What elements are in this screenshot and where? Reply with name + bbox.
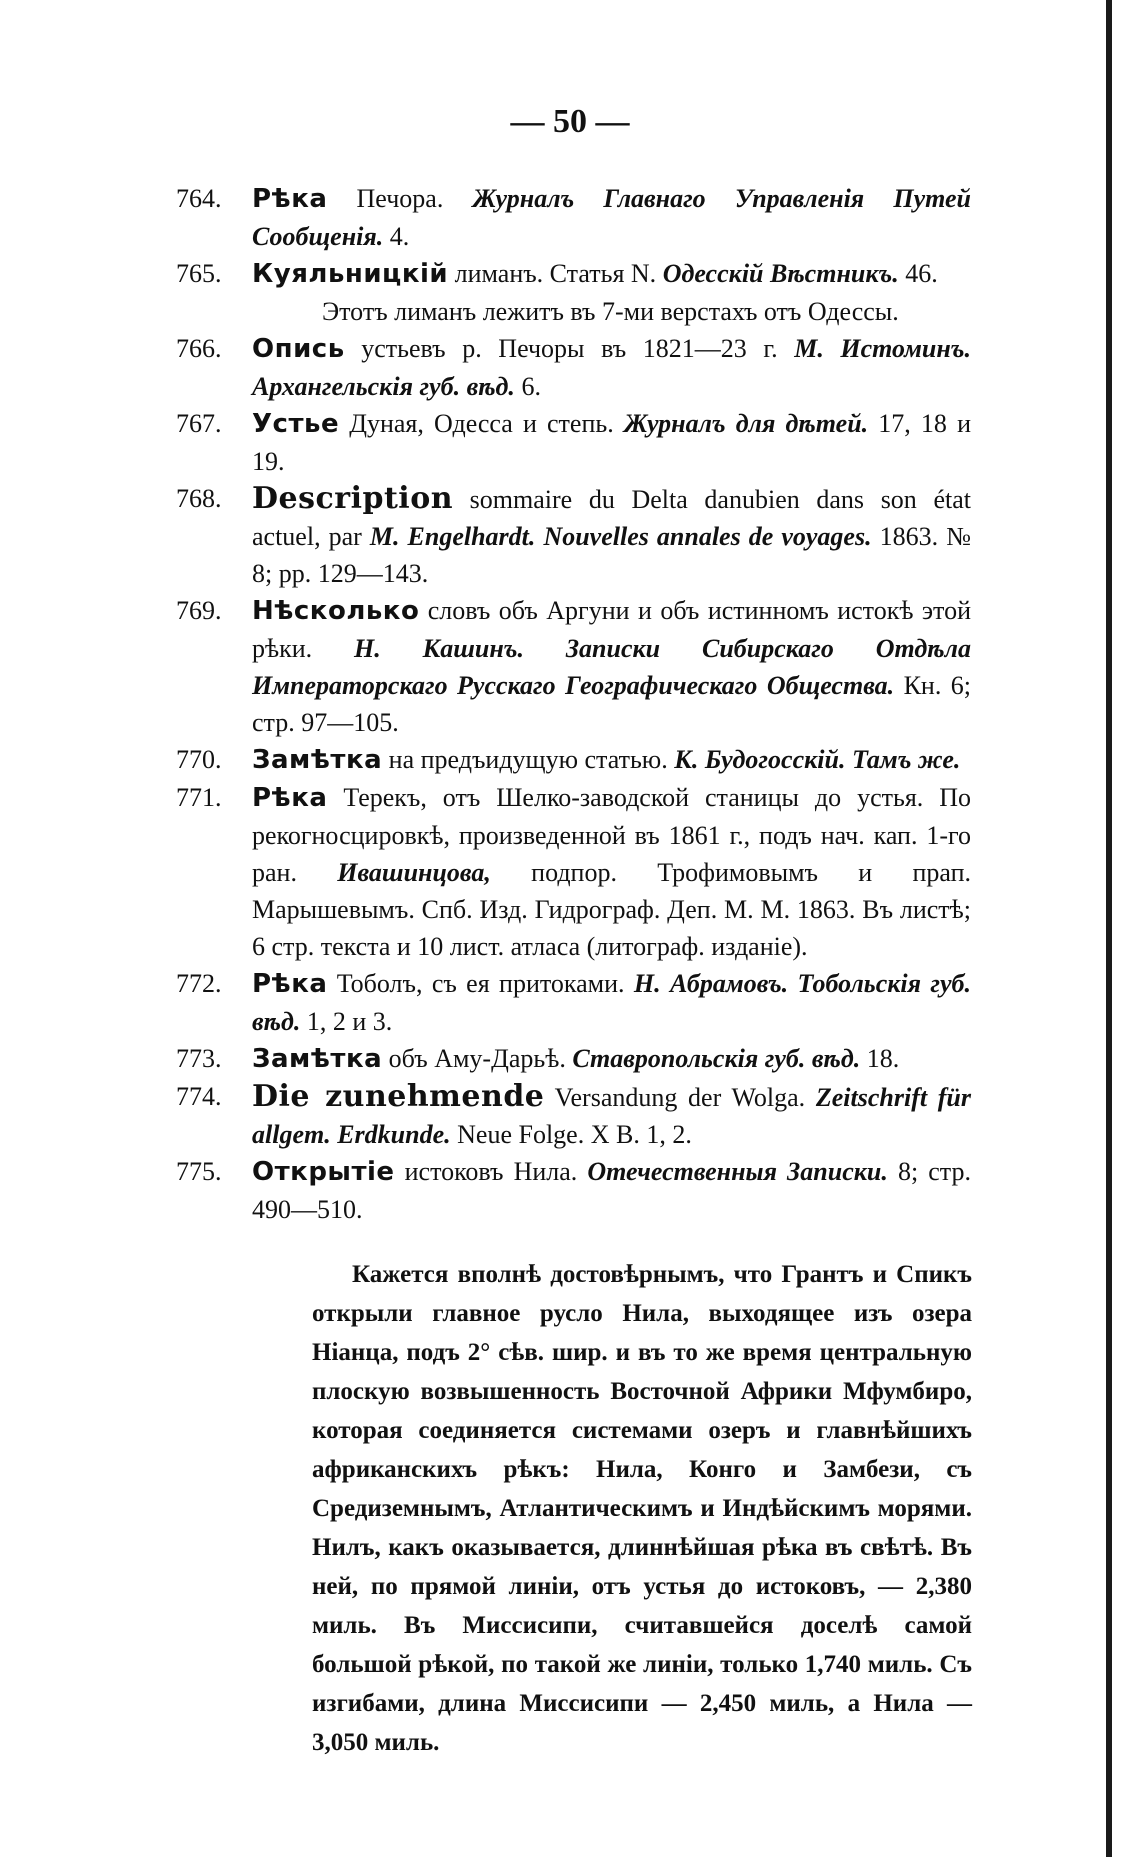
entry-number: 768. [176,484,222,513]
entry-source: Ставропольскія губ. вѣд. [572,1044,861,1073]
entry-tail: 17, 18 и 19. [252,409,971,476]
entry-tail: 1, 2 и 3. [300,1007,393,1036]
entry-766 [176,330,971,405]
entry-771 [176,779,971,965]
entry-text: Дуная, Одесса и степь. [339,409,624,438]
entry-text: лиманъ. Статья N. [448,259,663,288]
entry-keyword: Рѣка [252,969,328,999]
entry-keyword: Открытіе [252,1157,395,1187]
entry-number: 771. [176,783,222,812]
entry-source: М. Истоминъ. Архангельскія губ. вѣд. [252,334,971,401]
entry-769 [176,592,971,741]
entry-keyword: Нѣсколько [252,596,420,626]
entry-tail: 1863. № 8; pp. 129—143. [252,522,971,588]
entry-text: sommaire du Delta danubien dans son état actuel, par [252,485,971,551]
entry-keyword: Куяльницкій [252,259,449,289]
entry-tail: 8; стр. 490—510. [252,1157,971,1224]
entry-source: Журналъ для дѣтей. [623,409,869,438]
entry-number: 770. [176,745,222,774]
entry-source: Zeitschrift für allgem. Erdkunde. [252,1083,971,1149]
entry-tail: 4. [383,222,410,251]
entry-text: объ Аму-Дарьѣ. [382,1044,573,1073]
entry-keyword: Рѣка [252,783,328,813]
entry-source: Н. Кашинъ. Записки Сибирскаго Отдѣла Императорскаго Русскаго Географическаго Общества. [252,634,971,700]
entry-keyword: Опись [252,334,345,364]
entry-number: 766. [176,334,222,363]
entry-773 [176,1040,971,1078]
entry-source: M. Engelhardt. Nouvelles annales de voyages. [369,522,872,551]
entry-source: Журналъ Главнаго Управленія Путей Сообщенія. [252,184,971,251]
entry-tail: 6. [514,372,541,401]
entry-keyword: Замѣтка [252,745,383,775]
entry-number: 772. [176,969,222,998]
quote-block [312,1255,972,1762]
entry-text: Печора. [327,184,473,213]
entry-text: словъ объ Аргуни и объ истинномъ истокѣ этой рѣки. [252,596,971,663]
entry-tail: подпор. Трофимовымъ и прап. Марышевымъ. Спб. Изд. Гидрограф. Деп. М. М. 1863. Въ листѣ; 6 стр. текста и 10 лист. атласа (литограф. изданіе). [252,858,971,961]
entry-text: истоковъ Нила. [394,1157,588,1186]
entry-source: Н. Абрамовъ. Тобольскія губ. вѣд. [252,969,971,1036]
entry-tail: 46. [898,259,938,288]
entry-source: Отечественныя Записки. [587,1157,888,1186]
entry-number: 769. [176,596,222,625]
entry-number: 775. [176,1157,222,1186]
entry-number: 765. [176,259,222,288]
entry-source: К. Будогосскій. Тамъ же. [674,745,961,774]
page-edge-border [1106,0,1112,1857]
entry-number: 773. [176,1044,222,1073]
entry-772 [176,965,971,1040]
entry-keyword: Устье [252,409,340,439]
entry-number: 764. [176,184,222,213]
entry-text: устьевъ р. Печоры въ 1821—23 г. [344,334,795,363]
quote-text: Кажется вполнѣ достовѣрнымъ, что Грантъ и Спикъ открыли главное русло Нила, выходящее изъ озера Ніанца, подъ 2° сѣв. шир. и въ то же время центральную плоскую возвышенность Восточной Африки Мфумбиро, которая соединяется системами озеръ и главнѣйшихъ африканскихъ рѣкъ: Нила, Конго и Замбези, съ Средиземнымъ, Атлантическимъ и Индѣйскимъ морями. Нилъ, какъ оказывается, длиннѣйшая рѣка въ свѣтѣ. Въ ней, по прямой линіи, отъ устья до истоковъ, — 2,380 миль. Въ Миссисипи, считавшейся доселѣ самой большой рѣкой, по такой же линіи, только 1,740 миль. Съ изгибами, длина Миссисипи — 2,450 миль, а Нила — 3,050 миль. [312,1261,972,1756]
entry-number: 767. [176,409,222,438]
entry-765 [176,255,971,330]
entry-text: Терекъ, отъ Шелко-заводской станицы до устья. По рекогносцировкѣ, произведенной въ 1861 г., подъ нач. кап. 1-го ран. [252,783,971,887]
entry-tail: 18. [860,1044,900,1073]
entry-768 [176,480,971,592]
entry-774 [176,1078,971,1153]
entry-tail: Neue Folge. X B. 1, 2. [450,1120,692,1149]
entry-text: на предъидущую статью. [382,745,675,774]
entry-text: Тоболъ, съ ея притоками. [327,969,634,998]
entry-source: Одесскій Вѣстникъ. [662,259,899,288]
page-number: — 50 — [510,103,630,140]
entry-764 [176,180,971,255]
entry-770 [176,741,971,779]
entry-keyword: Die zunehmende [252,1079,545,1114]
entry-keyword: Рѣка [252,184,328,214]
entry-tail: Кн. 6; стр. 97—105. [252,671,971,737]
entry-775 [176,1153,971,1228]
entry-source: Ивашинцова, [337,858,491,887]
entry-767 [176,405,971,480]
entry-keyword: Замѣтка [252,1044,383,1074]
entry-keyword: Description [252,481,454,516]
entry-text: Versandung der Wolga. [544,1083,816,1112]
entry-number: 774. [176,1082,222,1111]
entry-note: Этотъ лиманъ лежитъ въ 7-ми верстахъ отъ Одессы. [322,297,899,326]
bibliography-list [176,180,971,1228]
